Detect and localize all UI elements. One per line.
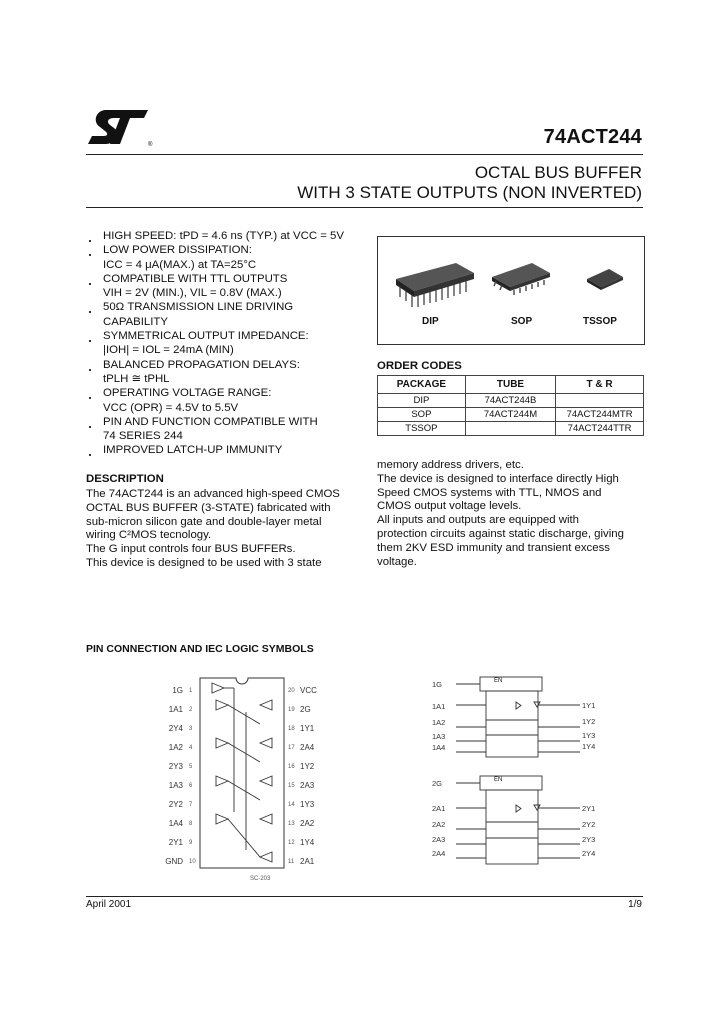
part-number: 74ACT244 bbox=[543, 126, 642, 148]
feature-list bbox=[86, 229, 361, 458]
pin-label: 2Y4 bbox=[168, 724, 183, 733]
description-title: DESCRIPTION bbox=[86, 473, 164, 485]
pin-label: 1A1 bbox=[168, 705, 183, 714]
iec-group1-inputs: 1G 1A1 1A2 1A3 1A4 bbox=[432, 680, 446, 752]
order-codes-title: ORDER CODES bbox=[377, 360, 462, 372]
footer-date: April 2001 bbox=[86, 899, 132, 910]
pin-label: 2A4 bbox=[300, 743, 315, 752]
subtitle-line1: OCTAL BUS BUFFER bbox=[474, 163, 642, 182]
table-cell: 74ACT244M bbox=[465, 408, 555, 422]
header-rule bbox=[86, 154, 643, 155]
table-row bbox=[378, 422, 644, 436]
feature-item: LOW POWER DISSIPATION: ICC = 4 μA(MAX.) at TA=25°C bbox=[86, 243, 361, 272]
iec-group2-inputs: 2G 2A1 2A2 2A3 2A4 bbox=[432, 779, 446, 858]
feature-item: BALANCED PROPAGATION DELAYS: tPLH ≅ tPHL bbox=[86, 358, 361, 387]
pin-label: 2G bbox=[300, 705, 311, 714]
column-header: T & R bbox=[556, 376, 644, 394]
pin-label: 1A3 bbox=[168, 781, 183, 790]
table-cell: 74ACT244MTR bbox=[556, 408, 644, 422]
pin-label: 2A1 bbox=[300, 857, 315, 866]
ic-caption: SC-203 bbox=[250, 876, 271, 882]
table-row bbox=[378, 408, 644, 422]
iec-enable-1: EN bbox=[494, 678, 503, 684]
pin-section-title: PIN CONNECTION AND IEC LOGIC SYMBOLS bbox=[86, 643, 314, 655]
tssop-package-image bbox=[583, 265, 627, 295]
pin-label: VCC bbox=[300, 686, 317, 695]
pin-label: GND bbox=[165, 857, 183, 866]
description-left: The 74ACT244 is an advanced high-speed CMOS OCTAL BUS BUFFER (3-STATE) fabricated with sub-micron silicon gate and double-layer metal wiring C²MOS tecnology. The G input controls four BUS BUFFERs. This device is designed to be used with 3 state bbox=[86, 488, 340, 569]
table-header-row bbox=[378, 376, 644, 394]
sop-package-image bbox=[488, 259, 558, 299]
column-header: PACKAGE bbox=[378, 376, 466, 394]
order-codes-table bbox=[377, 375, 644, 436]
column-header: TUBE bbox=[465, 376, 555, 394]
dip-label: DIP bbox=[422, 316, 439, 327]
footer-page-number: 1/9 bbox=[628, 899, 642, 910]
table-cell: TSSOP bbox=[378, 422, 466, 436]
sop-label: SOP bbox=[511, 316, 533, 327]
right-pin-numbers: 20 19 18 17 16 15 14 13 12 11 bbox=[288, 688, 295, 865]
pin-label: 1Y3 bbox=[300, 800, 315, 809]
pin-label: 2A3 bbox=[300, 781, 315, 790]
feature-item: COMPATIBLE WITH TTL OUTPUTS VIH = 2V (MIN.), VIL = 0.8V (MAX.) bbox=[86, 272, 361, 301]
subtitle-rule bbox=[86, 207, 643, 208]
subtitle-line2: WITH 3 STATE OUTPUTS (NON INVERTED) bbox=[297, 183, 642, 202]
iec-group1-outputs: 1Y1 1Y2 1Y3 1Y4 bbox=[582, 701, 596, 751]
pin-label: 2Y1 bbox=[168, 838, 183, 847]
pin-label: 1Y2 bbox=[300, 762, 315, 771]
pin-label: 2Y2 bbox=[168, 800, 183, 809]
feature-item: SYMMETRICAL OUTPUT IMPEDANCE: |IOH| = IOL = 24mA (MIN) bbox=[86, 329, 361, 358]
iec-logic-symbol bbox=[450, 672, 600, 872]
tssop-label: TSSOP bbox=[583, 316, 617, 327]
feature-item: OPERATING VOLTAGE RANGE: VCC (OPR) = 4.5V to 5.5V bbox=[86, 386, 361, 415]
feature-item: PIN AND FUNCTION COMPATIBLE WITH 74 SERIES 244 bbox=[86, 415, 361, 444]
feature-item: 50Ω TRANSMISSION LINE DRIVING CAPABILITY bbox=[86, 300, 361, 329]
feature-item: IMPROVED LATCH-UP IMMUNITY bbox=[86, 443, 361, 457]
table-cell: 74ACT244B bbox=[465, 394, 555, 408]
feature-item: HIGH SPEED: tPD = 4.6 ns (TYP.) at VCC = 5V bbox=[86, 229, 361, 243]
table-cell bbox=[465, 422, 555, 436]
pin-label: 1Y4 bbox=[300, 838, 315, 847]
iec-enable-2: EN bbox=[494, 777, 503, 783]
pin-label: 1A4 bbox=[168, 819, 183, 828]
table-cell bbox=[556, 394, 644, 408]
description-right: memory address drivers, etc. The device is designed to interface directly High Speed CMOS systems with TTL, NMOS and CMOS output voltage levels. All inputs and outputs are equipped with protection circuits against static discharge, giving them 2KV ESD immunity and transient excess voltage. bbox=[377, 459, 624, 568]
pin-label: 2A2 bbox=[300, 819, 315, 828]
footer-rule bbox=[86, 896, 643, 897]
table-cell: SOP bbox=[378, 408, 466, 422]
table-row bbox=[378, 394, 644, 408]
svg-text:®: ® bbox=[148, 142, 153, 148]
left-pin-labels bbox=[165, 681, 183, 871]
left-pin-numbers: 1 2 3 4 5 6 7 8 9 10 bbox=[189, 688, 196, 865]
dip-package-image bbox=[390, 257, 480, 317]
st-logo bbox=[86, 104, 156, 150]
table-cell: 74ACT244TTR bbox=[556, 422, 644, 436]
table-cell: DIP bbox=[378, 394, 466, 408]
right-pin-labels bbox=[300, 681, 317, 871]
pin-label: 1G bbox=[172, 686, 183, 695]
pin-label: 1A2 bbox=[168, 743, 183, 752]
pin-label: 1Y1 bbox=[300, 724, 315, 733]
iec-group2-outputs: 2Y1 2Y2 2Y3 2Y4 bbox=[582, 804, 596, 858]
pin-label: 2Y3 bbox=[168, 762, 183, 771]
package-images-box bbox=[377, 236, 645, 345]
